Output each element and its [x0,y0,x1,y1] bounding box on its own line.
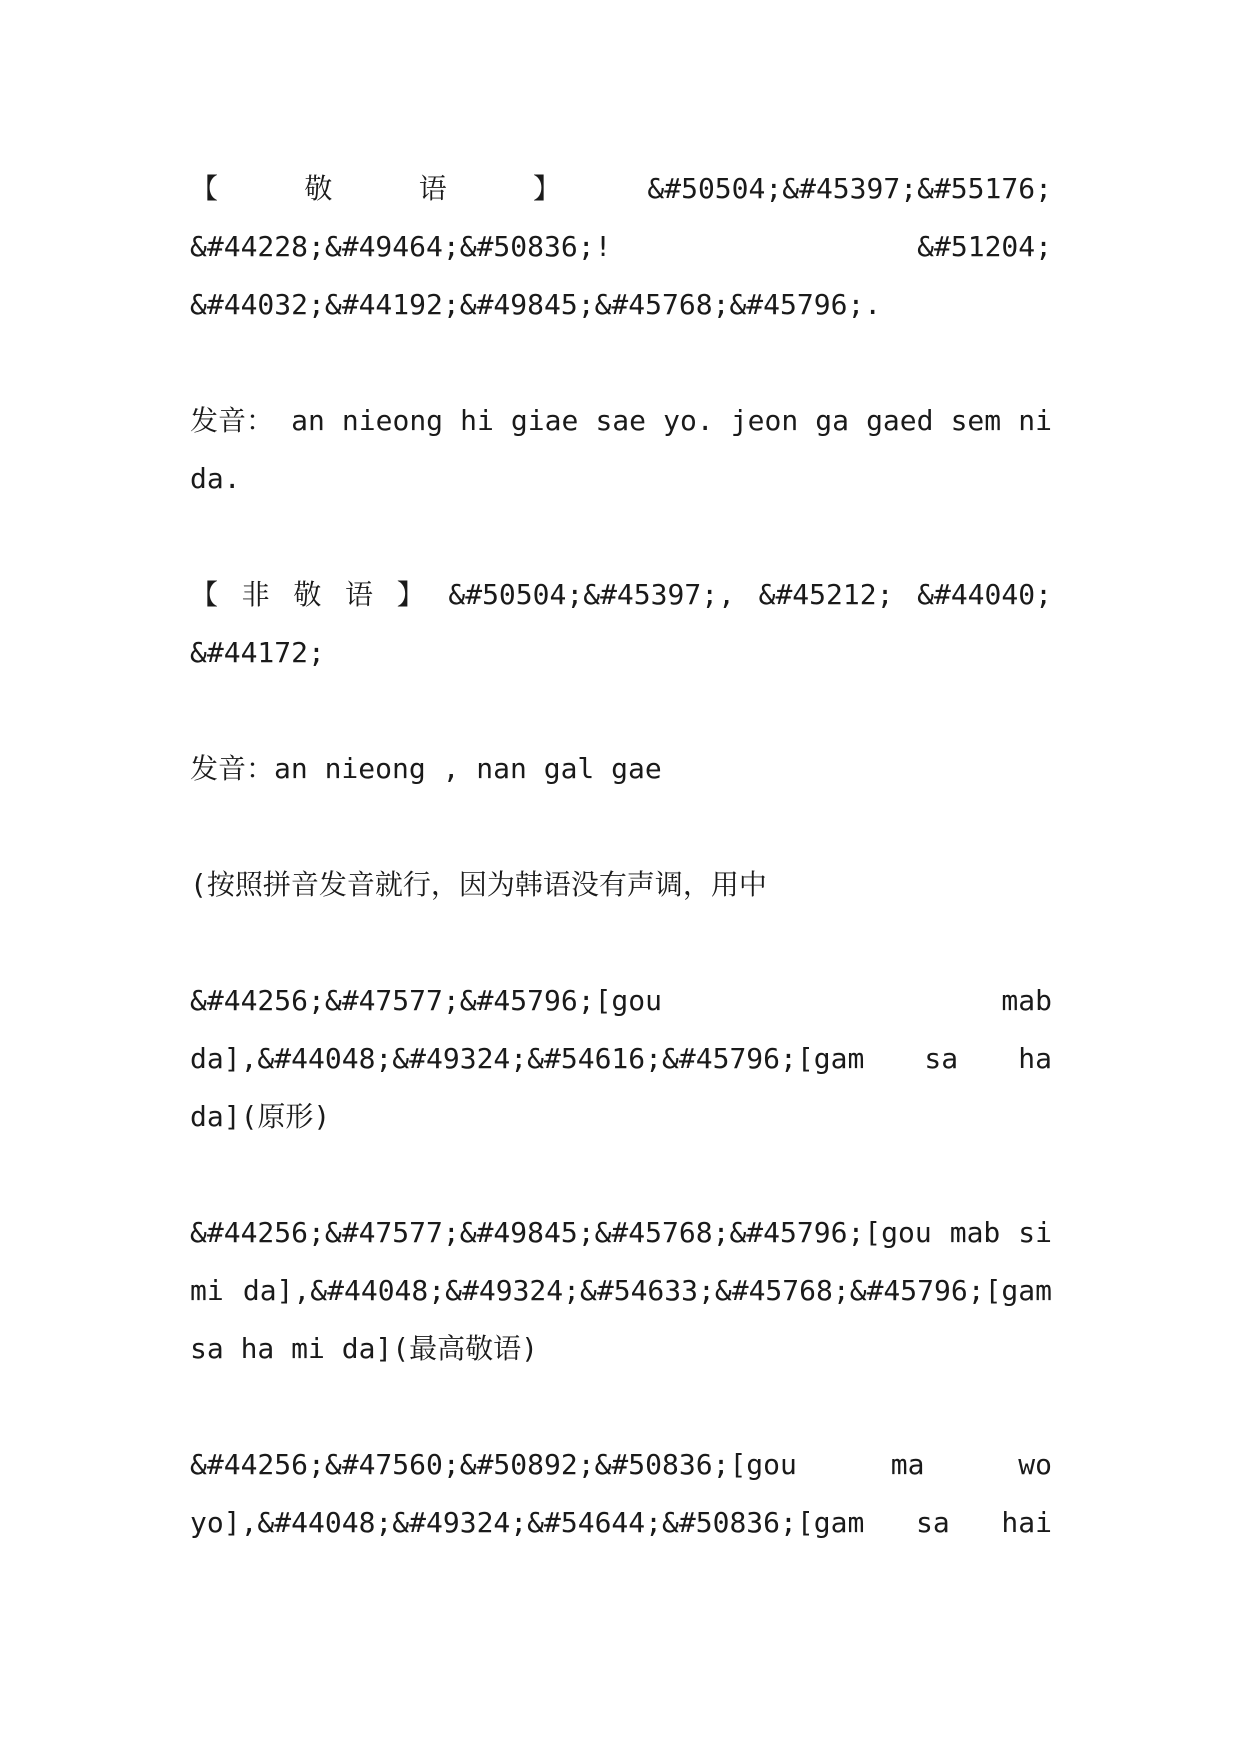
text-segment: ha [1018,1042,1052,1075]
text-segment: mab [949,1216,1001,1249]
text-segment: giae [510,404,579,437]
text-line [190,566,1052,624]
text-segment: mi [190,1274,224,1307]
text-segment: si [1018,1216,1052,1249]
document-page [190,160,1052,1552]
text-line [190,1436,1052,1494]
text-line [190,1204,1052,1262]
text-segment: sa ha mi da](最高敬语) [190,1332,539,1365]
text-line [190,1320,1052,1378]
paragraph-gap [190,682,1052,740]
text-segment: 发音： [190,404,275,437]
text-segment: hai [1001,1506,1052,1539]
paragraph [190,972,1052,1146]
text-segment: &#44256;&#47560;&#50892;&#50836;[gou [190,1448,797,1481]
text-segment: ni [1018,404,1052,437]
paragraph-gap [190,914,1052,972]
text-segment: 【 [190,578,219,611]
text-segment: sa [916,1506,950,1539]
text-segment: (按照拼音发音就行，因为韩语没有声调，用中 [190,868,767,901]
text-segment: &#44256;&#47577;&#49845;&#45768;&#45796;[gou [190,1216,932,1249]
text-segment: 敬 [293,578,322,611]
text-segment: &#45212; [758,578,894,611]
text-line [190,972,1052,1030]
text-segment: 发音：an nieong , nan gal gae [190,752,662,785]
text-line [190,218,1052,276]
text-line [190,1088,1052,1146]
paragraph [190,740,1052,798]
text-segment: &#44040; [917,578,1052,611]
paragraph [190,160,1052,334]
text-segment: 【 [190,172,219,205]
text-segment: da],&#44048;&#49324;&#54616;&#45796;[gam [190,1042,865,1075]
text-segment: 敬 [304,172,333,205]
text-segment: da. [190,462,241,495]
text-segment: ma [890,1448,925,1481]
paragraph-gap [190,798,1052,856]
text-segment: &#44032;&#44192;&#49845;&#45768;&#45796;. [190,288,882,321]
text-line [190,392,1052,450]
text-segment: mab [1001,984,1052,1017]
paragraph-gap [190,334,1052,392]
text-segment: yo],&#44048;&#49324;&#54644;&#50836;[gam [190,1506,865,1539]
text-line [190,1494,1052,1552]
text-segment: &#50504;&#45397;, [448,578,735,611]
text-segment: 非 [241,578,270,611]
text-line [190,1030,1052,1088]
paragraph [190,1204,1052,1378]
text-segment: da],&#44048;&#49324;&#54633;&#45768;&#45796;[gam [242,1274,1052,1307]
text-segment: an [291,404,325,437]
text-segment: &#44256;&#47577;&#45796;[gou [190,984,663,1017]
text-segment: 语 [418,172,447,205]
text-segment: &#51204; [917,230,1052,263]
text-segment: &#50504;&#45397;&#55176; [647,172,1052,205]
paragraph [190,566,1052,682]
text-segment: sem [950,404,1002,437]
text-segment: hi [460,404,494,437]
text-segment: &#44172; [190,636,325,669]
text-line [190,740,1052,798]
text-segment: sa [924,1042,959,1075]
text-line [190,276,1052,334]
text-segment: 语 [345,578,374,611]
text-line [190,624,1052,682]
text-segment: &#44228;&#49464;&#50836;! [190,230,612,263]
paragraph [190,856,1052,914]
paragraph-gap [190,1146,1052,1204]
text-line [190,856,1052,914]
text-segment: jeon [730,404,799,437]
paragraph-gap [190,508,1052,566]
text-segment: sae [595,404,647,437]
text-segment: wo [1018,1448,1052,1481]
paragraph-gap [190,1378,1052,1436]
text-segment: 】 [396,578,425,611]
text-segment: nieong [341,404,444,437]
text-line [190,1262,1052,1320]
text-segment: da](原形) [190,1100,331,1133]
paragraph [190,1436,1052,1552]
text-segment: ga [815,404,849,437]
text-line [190,160,1052,218]
paragraph [190,392,1052,508]
text-segment: gaed [866,404,934,437]
text-segment: yo. [663,404,714,437]
text-line [190,450,1052,508]
text-segment: 】 [533,172,562,205]
